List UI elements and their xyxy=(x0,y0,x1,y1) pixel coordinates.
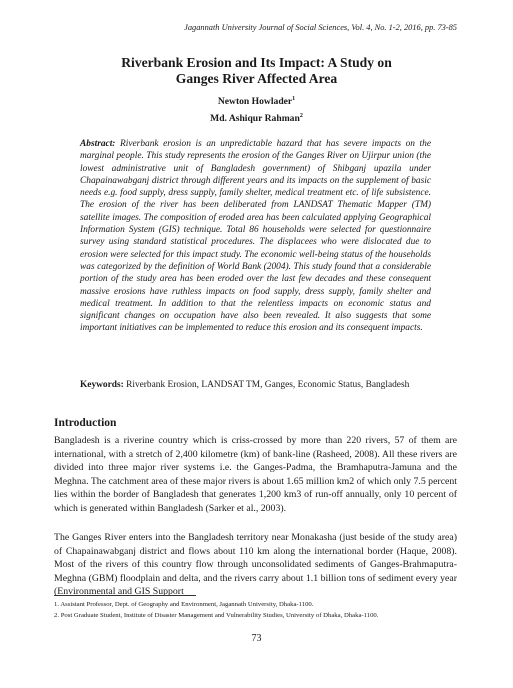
keywords-label: Keywords: xyxy=(80,380,124,390)
author-footnote-mark: 1 xyxy=(292,96,296,102)
section-heading-introduction: Introduction xyxy=(54,417,117,429)
footnote-2: 2. Post Graduate Student, Institute of Disaster Management and Vulnerability Studies, University of Dhaka, Dhaka-1100. xyxy=(54,612,379,619)
page-number: 73 xyxy=(251,633,262,644)
footnote-1: 1. Assistant Professor, Dept. of Geography and Environment, Jagannath University, Dhaka-1100. xyxy=(54,601,314,608)
footnote-rule xyxy=(54,595,196,596)
author-name: Newton Howlader xyxy=(217,96,293,108)
keywords-text: Riverbank Erosion, LANDSAT TM, Ganges, Economic Status, Bangladesh xyxy=(126,380,410,390)
journal-header: Jagannath University Journal of Social Sciences, Vol. 4, No. 1-2, 2016, pp. 73-85 xyxy=(184,23,457,32)
author-footnote-mark: 2 xyxy=(299,113,303,119)
abstract-label: Abstract: xyxy=(80,139,116,149)
keywords xyxy=(80,379,431,391)
title-line-1: Riverbank Erosion and Its Impact: A Study on xyxy=(121,55,392,70)
paragraph-2: The Ganges River enters into the Bangladesh territory near Monakasha (just beside of the study area) of Chapainawabganj district and flows about 110 km along the international border (Haque, 2008). Most of the rivers of this country flow through unconsolidated sediments of Ganges-Brahmaputra-Meghna (GBM) floodplain and delta, and the rivers carry about 1.1 billion tons of sediment every year (Environmental and GIS Support xyxy=(54,532,457,597)
paragraph-1: Bangladesh is a riverine country which is criss-crossed by more than 220 rivers, 57 of them are international, with a stretch of 2,400 kilometre (km) of bank-line (Rasheed, 2008). All these rivers are divided into three major river systems i.e. the Ganges-Padma, the Bramhaputra-Jamuna and the Meghna. The catchment area of these major rivers is about 1.65 million km2 of which only 7.5 percent lies within the border of Bangladesh that generates 1,200 km3 of run-off annually, only 10 percent of which is generated within Bangladesh (Sarker et al., 2003). xyxy=(54,435,458,514)
author-1 xyxy=(0,96,513,107)
paper-title xyxy=(0,55,513,87)
abstract-text: Riverbank erosion is an unpredictable hazard that has severe impacts on the marginal people. This study represents the erosion of the Ganges River on Ujirpur union (the lowest administrative unit of Bangladesh government) of Shibganj upazila under Chapainawabganj district through different years and its impacts on the supplement of basic needs e.g. food supply, dress supply, family shelter, medical treatment etc. of life subsistence. The erosion of the river has been deliberated from LANDSAT Thematic Mapper (TM) satellite images. The composition of eroded area has been calculated applying Geographical Information System (GIS) technique. Total 86 households were selected for questionnaire survey using standard statistical procedures. The displacees who were dislocated due to erosion were selected for this impact study. The economic well-being status of the households was categorized by the definition of World Bank (2004). This study found that a considerable portion of the study area has been eroded over the last few decades and these consequent massive erosions have ruthless impacts on food supply, dress supply, family shelter and medical treatment. In addition to that the relentless impacts on economic status and significant changes on occupation have also been revealed. It also suggests that some important initiatives can be implemented to reduce this erosion and its consequent impacts. xyxy=(80,139,432,334)
title-line-2: Ganges River Affected Area xyxy=(175,71,338,86)
author-2 xyxy=(0,113,513,124)
abstract xyxy=(80,138,431,335)
author-name: Md. Ashiqur Rahman xyxy=(210,113,300,125)
